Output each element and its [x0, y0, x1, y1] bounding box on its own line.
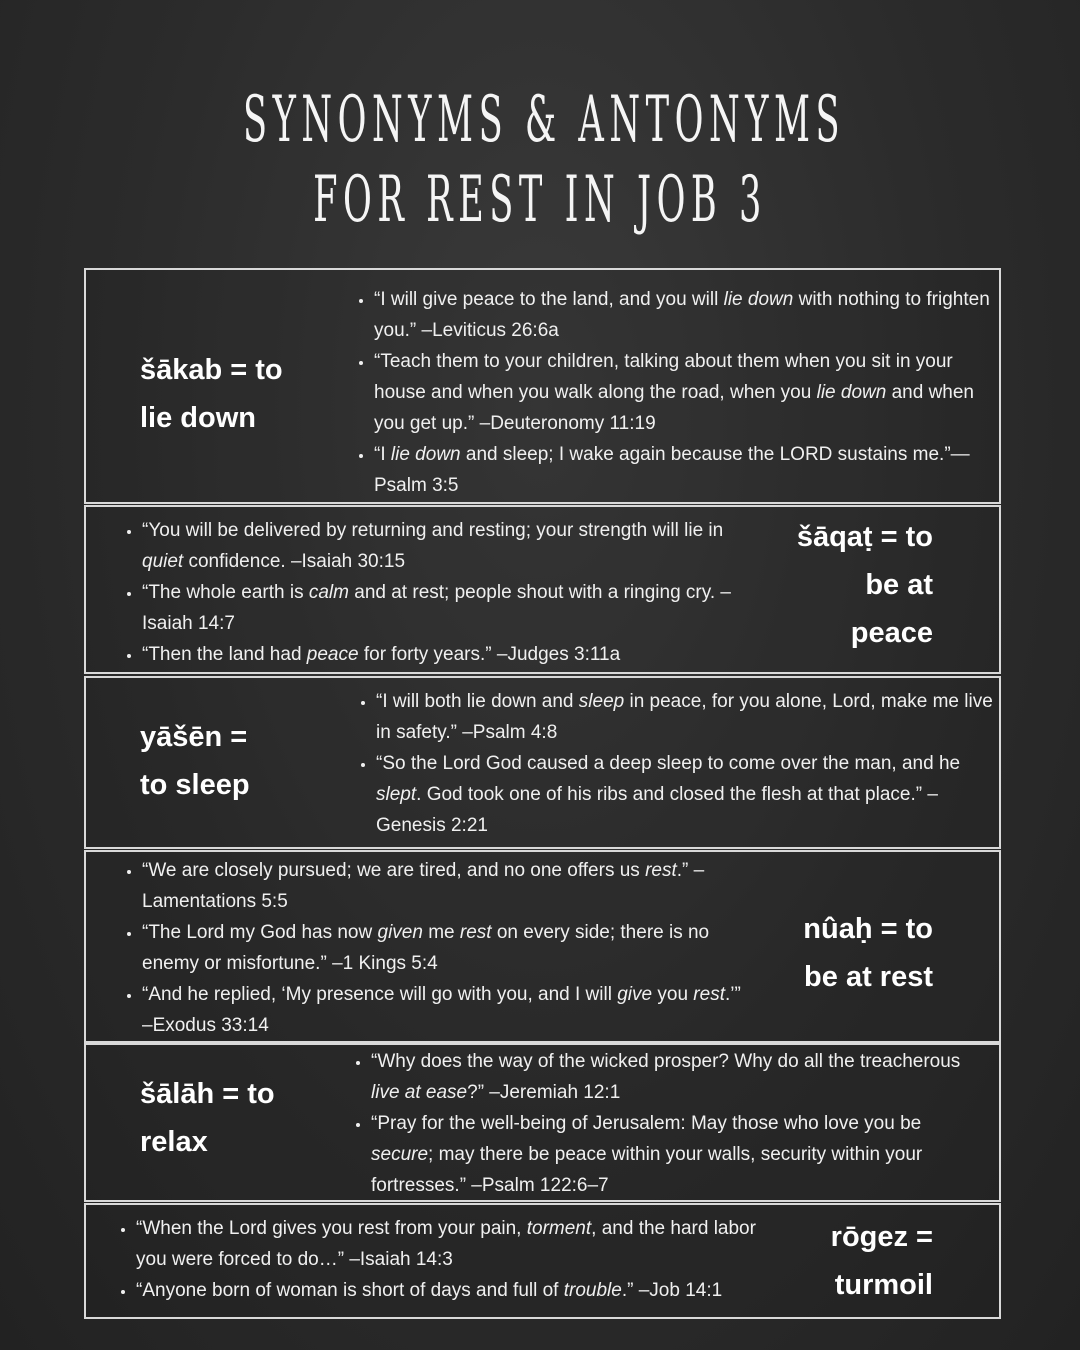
quote-item: • “I will both lie down and sleep in peace, for you alone, Lord, make me live in safety.” –Psalm 4:8 — [376, 686, 1002, 748]
quote-item: • “Teach them to your children, talking about them when you sit in your house and when you walk along the road, when you lie down and when you get up.” –Deuteronomy 11:19 — [374, 346, 994, 439]
quote-item: • “The whole earth is calm and at rest; people shout with a ringing cry. –Isaiah 14:7 — [142, 577, 758, 639]
entry-shalah — [84, 1043, 1001, 1202]
term-line: šākab = to — [140, 354, 283, 386]
entry-rogez — [84, 1203, 1001, 1319]
term-label — [831, 1213, 933, 1309]
entry-nuah — [84, 850, 1001, 1043]
title-line-1: SYNONYMS & ANTONYMS — [243, 83, 846, 157]
quote-list — [122, 515, 758, 670]
quote-item: • “Pray for the well-being of Jerusalem: May those who love you be secure; may there be peace within your walls, security within your fortresses.” –Psalm 122:6–7 — [371, 1108, 971, 1201]
quote-item: • “And he replied, ‘My presence will go with you, and I will give you rest.’” –Exodus 33:14 — [142, 979, 752, 1041]
quote-item: • “You will be delivered by returning and resting; your strength will lie in quiet confidence. –Isaiah 30:15 — [142, 515, 758, 577]
term-label — [140, 346, 283, 442]
quote-list — [356, 686, 1002, 841]
term-line: rōgez = — [830, 1221, 933, 1253]
term-line: nûaḥ = to — [803, 913, 933, 945]
quote-item: • “Then the land had peace for forty years.” –Judges 3:11a — [142, 639, 758, 670]
entry-shaqat — [84, 505, 1001, 674]
quote-item: • “I lie down and sleep; I wake again because the LORD sustains me.”— Psalm 3:5 — [374, 439, 994, 501]
quote-list — [351, 1046, 971, 1201]
term-line: be at — [865, 569, 933, 601]
term-line: lie down — [140, 402, 256, 434]
entry-shakab — [84, 268, 1001, 504]
term-line: to sleep — [140, 769, 250, 801]
term-line: yāšēn = — [140, 721, 248, 753]
quote-item: • “When the Lord gives you rest from your pain, torment, and the hard labor you were forced to do…” –Isaiah 14:3 — [136, 1213, 758, 1275]
page-title — [0, 80, 1080, 240]
quote-item: • “We are closely pursued; we are tired, and no one offers us rest.” –Lamentations 5:5 — [142, 855, 752, 917]
term-line: šālāh = to — [140, 1078, 275, 1110]
term-label — [803, 905, 933, 1001]
term-line: šāqaṭ = to — [796, 521, 933, 553]
quote-item: • “So the Lord God caused a deep sleep to come over the man, and he slept. God took one of his ribs and closed the flesh at that place.” –Genesis 2:21 — [376, 748, 1002, 841]
quote-list — [122, 855, 752, 1041]
term-label — [140, 1070, 275, 1166]
term-label — [797, 513, 933, 657]
quote-item: • “Anyone born of woman is short of days and full of trouble.” –Job 14:1 — [136, 1275, 758, 1306]
quote-item: • “The Lord my God has now given me rest on every side; there is no enemy or misfortune.” –1 Kings 5:4 — [142, 917, 752, 979]
quote-list — [116, 1213, 758, 1306]
entry-yashen — [84, 676, 1001, 849]
quote-list — [354, 284, 994, 501]
quote-item: • “I will give peace to the land, and you will lie down with nothing to frighten you.” –Leviticus 26:6a — [374, 284, 994, 346]
term-line: relax — [140, 1126, 208, 1158]
term-label — [140, 713, 250, 809]
term-line: be at rest — [804, 961, 933, 993]
term-line: peace — [850, 617, 933, 649]
title-line-2: FOR REST IN JOB 3 — [313, 163, 767, 237]
quote-item: • “Why does the way of the wicked prosper? Why do all the treacherous live at ease?” –Jeremiah 12:1 — [371, 1046, 971, 1108]
term-line: turmoil — [834, 1269, 933, 1301]
